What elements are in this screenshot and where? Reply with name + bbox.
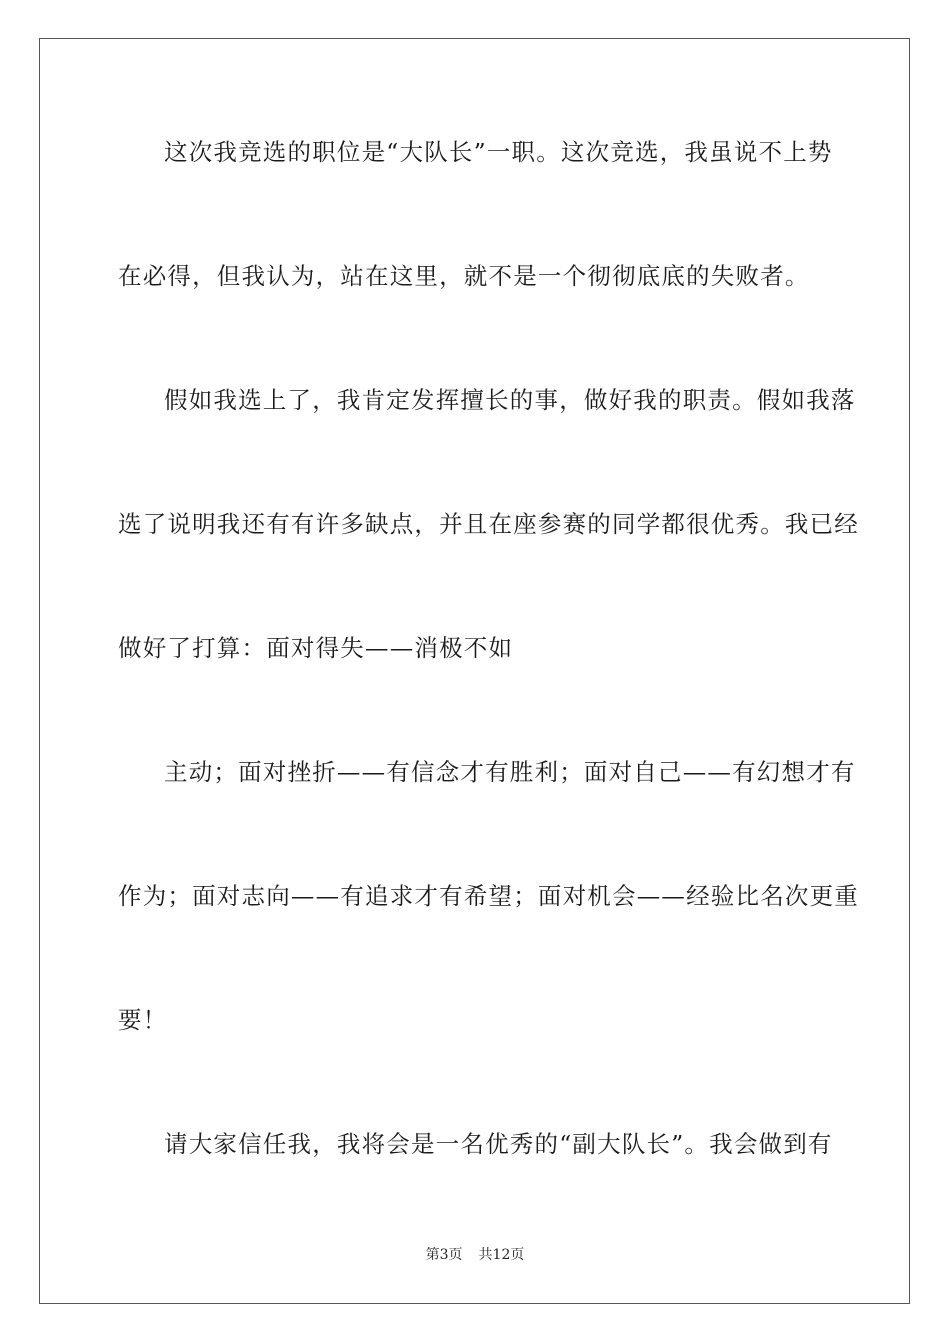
- page-number-total: 共12页: [478, 1247, 525, 1263]
- paragraph-2-line-1: 假如我选上了，我肯定发挥擅长的事，做好我的职责。假如我落: [164, 386, 856, 414]
- page-footer: [0, 1246, 950, 1264]
- paragraph-1-line-1: 这次我竞选的职位是“大队长”一职。这次竞选，我虽说不上势: [164, 138, 833, 166]
- page-border: [39, 38, 910, 1304]
- page-number-current: 第3页: [425, 1247, 463, 1263]
- paragraph-3-line-2: 作为；面对志向——有追求才有希望；面对机会——经验比名次更重: [118, 882, 859, 910]
- paragraph-4-line-1: 请大家信任我，我将会是一名优秀的“副大队长”。我会做到有: [164, 1130, 833, 1158]
- paragraph-2-line-3: 做好了打算：面对得失——消极不如: [118, 634, 514, 662]
- paragraph-3-line-3: 要！: [118, 1006, 168, 1034]
- paragraph-3-line-1: 主动；面对挫折——有信念才有胜利；面对自己——有幻想才有: [164, 758, 856, 786]
- paragraph-1-line-2: 在必得，但我认为，站在这里，就不是一个彻彻底底的失败者。: [118, 262, 810, 290]
- paragraph-2-line-2: 选了说明我还有有许多缺点，并且在座参赛的同学都很优秀。我已经: [118, 510, 859, 538]
